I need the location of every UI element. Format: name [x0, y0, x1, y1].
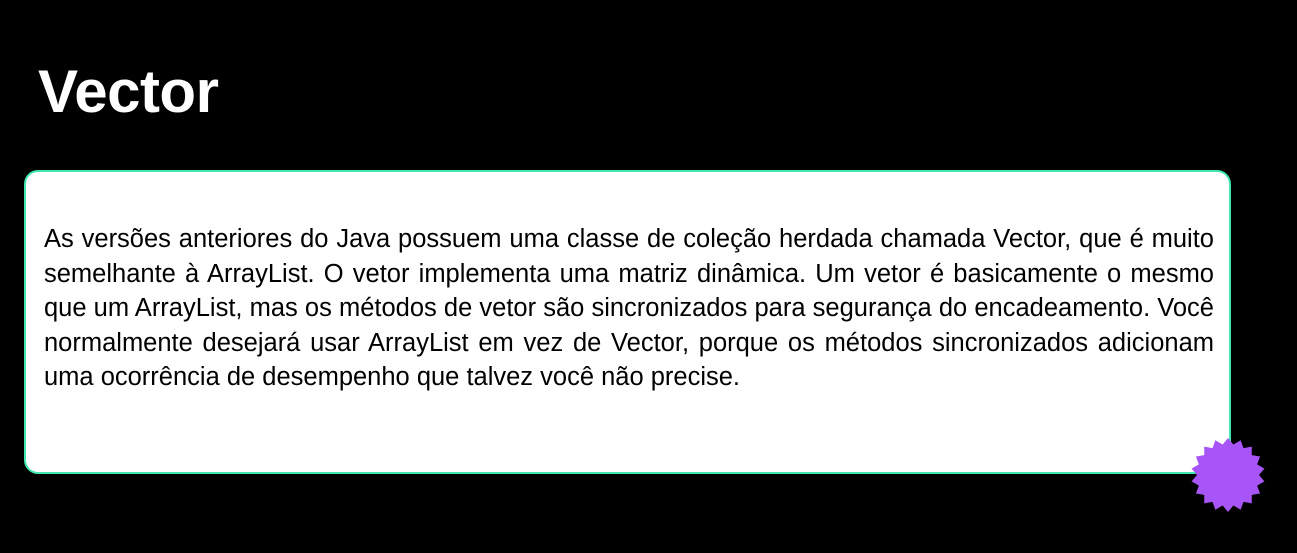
- starburst-shape: [1192, 438, 1265, 512]
- slide-title: Vector: [38, 58, 219, 125]
- card-body-text: As versões anteriores do Java possuem uma classe de coleção herdada chamada Vector, que é muito semelhante à ArrayList. O vetor implementa uma matriz dinâmica. Um vetor é basicamente o mesmo que um ArrayList, mas os métodos de vetor são sincronizados para segurança do encadeamento. Você normalmente desejará usar ArrayList em vez de Vector, porque os métodos sincronizados adicionam uma ocorrência de desempenho que talvez você não precise.: [44, 225, 1214, 391]
- purple-starburst-icon: [1190, 437, 1266, 513]
- content-card: [24, 170, 1231, 474]
